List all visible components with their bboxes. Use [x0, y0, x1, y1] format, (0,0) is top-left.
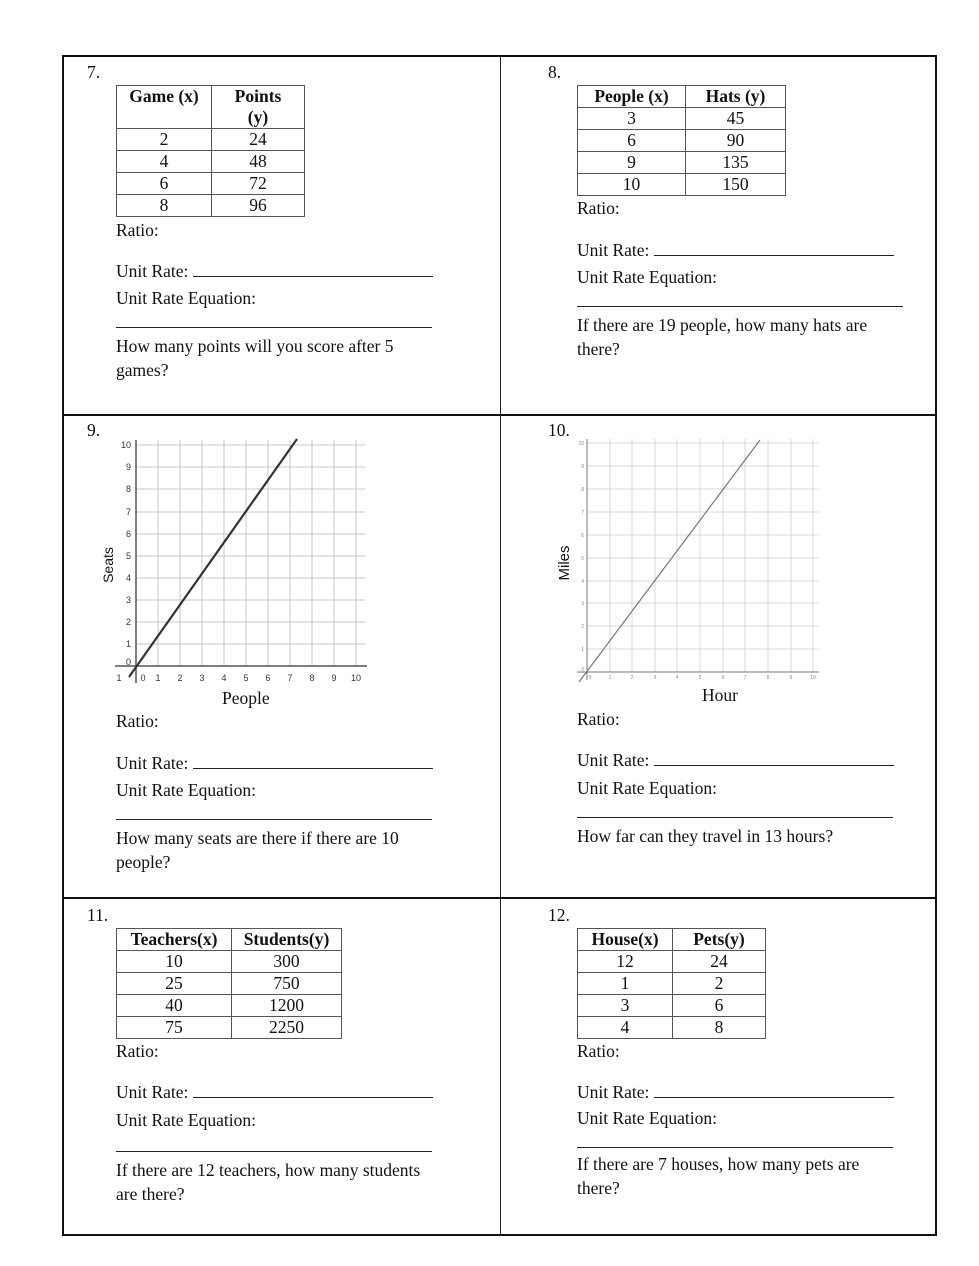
svg-text:7: 7: [287, 673, 293, 683]
equation-answer-line[interactable]: [577, 1146, 893, 1148]
question-text: How many seats are there if there are 10 people?: [116, 828, 399, 872]
ratio-label: Ratio:: [577, 1041, 620, 1061]
data-table: [577, 85, 786, 196]
equation-label: Unit Rate Equation:: [116, 288, 256, 308]
unit-rate-answer-line[interactable]: [193, 754, 433, 769]
table-row: 9 135: [578, 152, 786, 174]
svg-text:5: 5: [243, 673, 249, 683]
table-row: 25 750: [117, 973, 342, 995]
equation-answer-line[interactable]: [116, 1150, 432, 1152]
unit-rate-label: Unit Rate:: [577, 240, 650, 260]
unit-rate-label: Unit Rate:: [577, 1082, 650, 1102]
problem-7: [116, 85, 476, 382]
table-row: 6 72: [117, 173, 305, 195]
y-axis-label: Miles: [556, 545, 573, 581]
problem-number: 10.: [548, 420, 570, 440]
svg-text:3: 3: [199, 673, 205, 683]
svg-text:1: 1: [155, 673, 161, 683]
svg-text:3: 3: [581, 601, 584, 607]
unit-rate-answer-line[interactable]: [654, 241, 894, 256]
table-row: 3 6: [578, 995, 766, 1017]
x-tick-labels: [116, 673, 361, 683]
unit-rate-row: [577, 748, 917, 772]
row-divider-1: [62, 414, 937, 416]
svg-text:9: 9: [789, 675, 793, 681]
x-axis-label: Hour: [702, 685, 738, 705]
svg-text:7: 7: [581, 510, 584, 516]
table-row: 6 90: [578, 130, 786, 152]
svg-text:9: 9: [581, 464, 584, 470]
svg-text:8: 8: [581, 487, 584, 493]
table-row: 2 24: [117, 129, 305, 151]
table-row: 40 1200: [117, 995, 342, 1017]
data-line: [579, 440, 760, 682]
graph-10: [555, 435, 835, 685]
table-row: 10 150: [578, 174, 786, 196]
problem-10: [577, 707, 917, 848]
unit-rate-answer-line[interactable]: [654, 1083, 894, 1098]
svg-text:10: 10: [350, 673, 362, 683]
table-row: 8 96: [117, 195, 305, 217]
question-text: If there are 12 teachers, how many students are there?: [116, 1160, 421, 1204]
row-divider-2: [62, 897, 937, 899]
unit-rate-answer-line[interactable]: [654, 751, 894, 766]
question-text: How far can they travel in 13 hours?: [577, 826, 834, 846]
svg-text:4: 4: [125, 573, 131, 583]
question-text: If there are 19 people, how many hats are there?: [577, 315, 868, 359]
svg-text:4: 4: [221, 673, 227, 683]
svg-text:0: 0: [581, 667, 584, 673]
line-chart-seats-people: [95, 435, 385, 715]
ratio-label: Ratio:: [577, 198, 620, 218]
svg-text:5: 5: [698, 675, 702, 681]
unit-rate-row: [116, 751, 476, 775]
table-row: 4 48: [117, 151, 305, 173]
equation-answer-line[interactable]: [577, 305, 903, 307]
svg-text:6: 6: [721, 675, 725, 681]
y-axis-label: Seats: [100, 547, 116, 583]
svg-text:10: 10: [120, 440, 131, 450]
x-axis-label: People: [222, 688, 270, 708]
table-header-y: Hats (y): [686, 86, 786, 108]
y-tick-labels: [121, 440, 131, 667]
svg-text:3: 3: [125, 595, 131, 605]
unit-rate-label: Unit Rate:: [116, 1082, 189, 1102]
problem-number: 7.: [87, 62, 101, 82]
table-row: 75 2250: [117, 1017, 342, 1039]
problem-number: 12.: [548, 905, 570, 925]
unit-rate-answer-line[interactable]: [193, 262, 433, 277]
svg-text:0: 0: [140, 673, 146, 683]
problem-9: [116, 709, 476, 874]
unit-rate-label: Unit Rate:: [116, 753, 189, 773]
unit-rate-label: Unit Rate:: [577, 750, 650, 770]
table-header-y: Students(y): [232, 929, 342, 951]
svg-text:2: 2: [581, 624, 584, 630]
svg-text:6: 6: [581, 533, 584, 539]
table-row: 4 8: [578, 1017, 766, 1039]
unit-rate-row: [116, 259, 476, 283]
table-row: 3 45: [578, 108, 786, 130]
svg-text:1: 1: [116, 673, 122, 683]
ratio-label: Ratio:: [116, 1041, 159, 1061]
table-header-x: House(x): [578, 929, 673, 951]
x-tick-labels: [589, 675, 816, 681]
ratio-label: Ratio:: [116, 220, 159, 240]
equation-label: Unit Rate Equation:: [116, 780, 256, 800]
unit-rate-label: Unit Rate:: [116, 261, 189, 281]
svg-text:0: 0: [588, 675, 592, 681]
line-chart-miles-hour: [555, 435, 835, 685]
ratio-label: Ratio:: [116, 711, 159, 731]
equation-label: Unit Rate Equation:: [577, 1108, 717, 1128]
svg-text:6: 6: [265, 673, 271, 683]
table-row: 1 2: [578, 973, 766, 995]
data-line: [129, 439, 297, 677]
data-table: [116, 928, 342, 1039]
svg-text:4: 4: [581, 579, 584, 585]
svg-text:1: 1: [608, 675, 612, 681]
table-row: 10 300: [117, 951, 342, 973]
svg-text:7: 7: [125, 507, 131, 517]
svg-text:0: 0: [125, 657, 131, 667]
problem-number: 9.: [87, 420, 101, 440]
table-row: 12 24: [578, 951, 766, 973]
svg-text:7: 7: [743, 675, 747, 681]
data-table: [116, 85, 305, 217]
svg-text:9: 9: [331, 673, 337, 683]
svg-text:2: 2: [630, 675, 634, 681]
svg-text:6: 6: [125, 529, 131, 539]
table-header-y: Pets(y): [673, 929, 766, 951]
problem-12: [577, 928, 917, 1200]
ratio-label: Ratio:: [577, 709, 620, 729]
svg-text:4: 4: [675, 675, 679, 681]
gridlines: [587, 439, 819, 672]
svg-text:9: 9: [125, 462, 131, 472]
y-tick-labels: [578, 441, 584, 673]
equation-answer-line[interactable]: [577, 816, 893, 818]
problem-number: 11.: [87, 905, 109, 925]
svg-text:1: 1: [581, 647, 584, 653]
svg-text:8: 8: [766, 675, 770, 681]
question-text: If there are 7 houses, how many pets are there?: [577, 1154, 860, 1198]
question-text: How many points will you score after 5 games?: [116, 336, 394, 380]
svg-text:8: 8: [309, 673, 315, 683]
table-header-x: Game (x): [117, 86, 212, 129]
unit-rate-row: [577, 238, 917, 262]
equation-answer-line[interactable]: [116, 818, 432, 820]
problem-number: 8.: [548, 62, 562, 82]
equation-label: Unit Rate Equation:: [577, 778, 717, 798]
unit-rate-row: [577, 1080, 917, 1104]
table-header-x: People (x): [578, 86, 686, 108]
equation-label: Unit Rate Equation:: [116, 1110, 256, 1130]
column-divider: [500, 56, 501, 1236]
svg-text:1: 1: [125, 639, 131, 649]
table-header-y: Points (y): [212, 86, 305, 129]
unit-rate-answer-line[interactable]: [193, 1083, 433, 1098]
unit-rate-row: [116, 1080, 476, 1104]
gridlines: [136, 440, 365, 666]
svg-text:8: 8: [125, 484, 131, 494]
svg-text:2: 2: [177, 673, 183, 683]
data-table: [577, 928, 766, 1039]
svg-text:5: 5: [581, 556, 584, 562]
problem-8: [577, 85, 917, 361]
svg-text:10: 10: [810, 675, 816, 681]
svg-text:3: 3: [653, 675, 657, 681]
equation-answer-line[interactable]: [116, 326, 432, 328]
table-header-x: Teachers(x): [117, 929, 232, 951]
graph-9: [95, 435, 385, 715]
problem-11: [116, 928, 476, 1206]
equation-label: Unit Rate Equation:: [577, 267, 717, 287]
svg-text:2: 2: [125, 617, 131, 627]
svg-text:10: 10: [578, 441, 584, 447]
svg-text:5: 5: [125, 551, 131, 561]
